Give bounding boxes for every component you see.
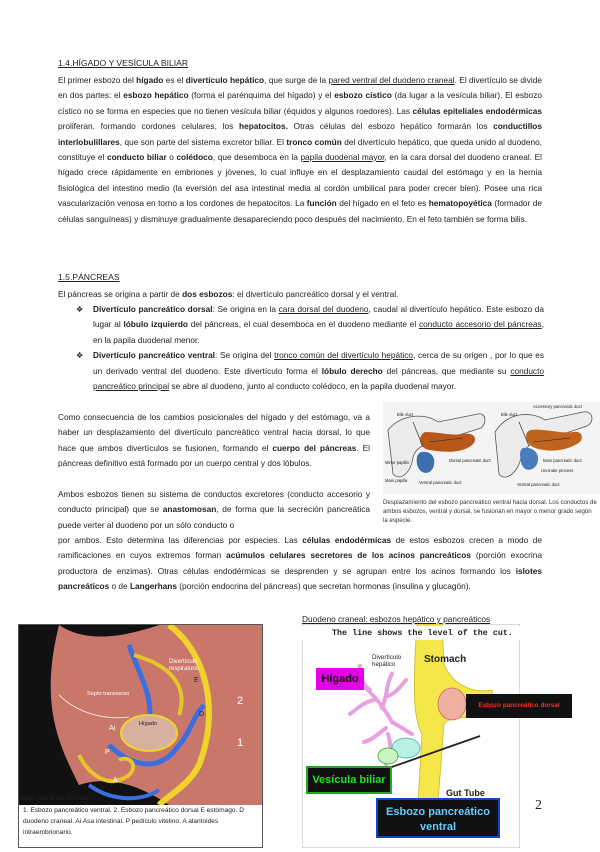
underlined-text: pared ventral del duodeno craneal: [328, 75, 455, 85]
underlined-text: conducto pancreático principal: [93, 365, 545, 392]
pancreas-paragraph-c: [58, 533, 542, 595]
text-run: (da lugar a la vesícula biliar). El esbozo cístico no se forma en especies que no tienen vesícula biliar (équidos y algunos roedores). Las: [58, 90, 542, 116]
fig3-banner: The line shows the level of the cut.: [332, 628, 513, 638]
text-run: , en la cara dorsal del duodeno craneal. El hígado crece rápidamente en embriones y jóvenes, lo cual influye en el desplazamiento caudal del estómago y en la hernia fisiológica del intestino medio (la eversión del asa intestinal media al cordón umbilical para poder crecer bien). Posee una rica vascularización venosa en torno a los cordones de hepatocitos. La: [58, 152, 542, 209]
fig1-label: Uncinate process: [541, 468, 574, 473]
bold-text: esbozo hepático: [123, 90, 189, 101]
fig1-label: Bile duct: [501, 412, 518, 417]
fig3-title: Duodeno craneal: esbozos hepático y pancreáticos: [302, 614, 491, 624]
bold-text: hígado: [136, 75, 164, 85]
fig3-label-diverticulo: Divertículo hepático: [372, 654, 414, 668]
fig2-caption-title: Corte sagital del embrión.: [21, 796, 90, 802]
fig1-label: Ventral pancreatic duct: [517, 482, 560, 487]
text-run: o: [166, 152, 177, 163]
fig2-caption-body: 1. Esbozo pancreático ventral. 2. Esbozo pancreático dorsal E estómago. D duodeno craneal. Ai Asa intestinal. P pedículo vitelino. A alantoides intraembrionario.: [23, 807, 245, 836]
text-run: , en la papila duodenal menor.: [93, 319, 545, 345]
fig2-label-p: P: [105, 749, 110, 756]
text-run: es el: [163, 75, 186, 85]
figure1-caption: Desplazamiento del esbozo pancreático ventral hacia dorsal. Los conductos de ambos esbozos, ventral y dorsal, se fusionan en mayor o menor grado según la especie.: [383, 499, 597, 524]
text-run: . El páncreas definitivo está formado por un cuerpo central y dos lóbulos.: [58, 442, 370, 469]
bold-text: anastomosan: [162, 504, 217, 515]
text-run: , cerca de su origen , por lo que es un derivado ventral del duodeno. Este divertículo forma el: [93, 350, 545, 376]
bold-text: cuerpo del páncreas: [272, 442, 357, 453]
text-run: , que son parte del sistema excretor biliar. El: [119, 136, 287, 147]
bold-text: Divertículo pancreático dorsal: [93, 304, 213, 314]
text-run: : Se origina del: [215, 350, 275, 361]
fig1-label: Accessory pancreatic duct: [533, 404, 582, 409]
list-item: [76, 302, 544, 348]
bold-text: islotes pancreáticos: [58, 565, 542, 592]
fig3-label-stomach: Stomach: [424, 654, 467, 665]
bold-text: lóbulo izquierdo: [123, 319, 188, 330]
duodeno-craneal-figure: [302, 614, 560, 848]
text-run: Ambos esbozos tienen su sistema de conductos excretores (conducto accesorio y conducto principal) que se: [58, 489, 370, 515]
bold-text: esbozo cístico: [334, 90, 392, 101]
bold-text: colédoco: [176, 152, 213, 163]
diamond-bullet-icon: ❖: [76, 351, 84, 361]
bold-text: conducto biliar: [106, 152, 167, 163]
text-run: El páncreas se origina a partir de: [58, 289, 183, 299]
text-run: del páncreas, el cual desemboca en el duodeno mediante el: [187, 319, 420, 330]
bold-text: Divertículo pancreático ventral: [93, 350, 215, 361]
text-run: por ambos. Esto determina las diferencias por especies. Las: [58, 535, 303, 545]
text-run: se abre al duodeno, junto al conducto colédoco, en la papila duodenal mayor.: [169, 381, 457, 392]
pancreas-bullet-list: [76, 302, 544, 394]
text-run: del hígado en el feto es: [336, 198, 429, 209]
fig3-label-vesicula: Vesícula biliar: [306, 766, 392, 794]
list-item: [76, 348, 544, 394]
fig2-label-d: D: [199, 711, 205, 718]
bold-text: hematopoyética: [428, 198, 492, 209]
fig3-label-higado: Hígado: [316, 668, 364, 690]
bold-text: tronco común: [286, 136, 342, 147]
text-run: Otras células del esbozo hepático formarán los: [287, 121, 494, 132]
underlined-text: cara dorsal del duodeno: [278, 304, 369, 314]
fig2-label-e: E: [194, 677, 199, 684]
underlined-text: papila duodenal mayor: [300, 152, 385, 163]
bold-text: células endodérmicas: [302, 535, 392, 545]
bold-text: divertículo hepático: [185, 75, 265, 85]
text-run: : Se origina en la: [212, 304, 279, 314]
diamond-bullet-icon: ❖: [76, 305, 84, 314]
pancreas-paragraph-b: [58, 487, 370, 533]
section-heading-liver: 1.4.HÍGADO Y VESÍCULA BILIAR: [58, 58, 189, 68]
pancreas-paragraph-a: [58, 410, 370, 472]
fig2-label-diverticulo: Divertículo respiratorio: [169, 659, 200, 672]
bullet-text-ventral: [93, 350, 544, 391]
bold-text: hepatocitos.: [239, 121, 288, 132]
text-run: : el divertículo pancreático dorsal y el ventral.: [232, 289, 399, 299]
underlined-text: tronco común del divertículo hepático: [274, 350, 413, 361]
bold-text: lóbulo derecho: [321, 365, 383, 376]
text-run: del divertículo hepático, que queda unido al duodeno, constituye el: [58, 136, 543, 163]
fig1-label: Main pancreatic duct: [543, 458, 582, 463]
section-heading-pancreas: 1.5.PÁNCREAS: [58, 272, 120, 282]
fig3-label-gut-tube: Gut Tube: [446, 788, 485, 798]
bold-text: dos esbozos: [182, 289, 233, 299]
fig2-label-1: 1: [237, 737, 244, 749]
fig2-label-a: A: [113, 777, 118, 784]
bold-text: conductillos interlobulillares: [58, 121, 542, 147]
text-run: (forma el parénquima del hígado) y el: [188, 90, 335, 101]
text-run: El primer esbozo del: [58, 75, 137, 85]
fig2-label-2: 2: [237, 695, 244, 707]
text-run: , que desemboca en la: [212, 152, 301, 163]
bold-text: células epiteliales endodérmicas: [412, 105, 543, 116]
fig3-label-dorsal: Esbozo pancreático dorsal: [466, 694, 572, 718]
pancreas-intro: [58, 287, 542, 302]
text-run: Como consecuencia de los cambios posicionales del hígado y del estómago, va a haber un desplazamiento del divertículo pancreático ventral hacia dorsal, lo que hace que ambos divertículos se fusionen, formando el: [58, 412, 370, 453]
pancreatic-ducts-illustration: [383, 402, 600, 494]
text-run: , caudal al divertículo hepático. Este esbozo da lugar al: [93, 304, 545, 330]
text-run: (porción exocrina productora de enzimas). Otras células endodérmicas se desprenden y se agrupan entre los acinos formando los: [58, 550, 543, 576]
bold-text: acúmulos celulares secretores de los acinos pancreáticos: [226, 550, 471, 561]
fig1-label: Minor papilla: [385, 460, 409, 465]
liver-paragraph: [58, 73, 542, 227]
bullet-text-dorsal: [93, 304, 544, 345]
fig1-label: Dorsal pancreatic duct: [449, 458, 491, 463]
fig1-label: Bile duct: [397, 412, 414, 417]
fig1-label: Ventral pancreatic duct: [419, 480, 462, 485]
text-run: o de: [109, 581, 130, 592]
embryo-sagittal-figure: [18, 624, 263, 848]
text-run: de estos esbozos crecen a modo de ramificaciones en cuyos extremos forman: [58, 535, 542, 561]
text-run: , de forma que la secreción pancreática puede verter al duodeno por un sólo conducto o: [58, 504, 370, 530]
text-run: (formador de células sanguíneas) y disminuye gradualmente desapareciendo poco después del nacimiento. En el feto también se forma bilis.: [58, 198, 543, 224]
bold-text: Langerhans: [129, 581, 177, 592]
text-run: (porción endocrina del páncreas) que secretan hormonas (insulina y glucagón).: [176, 581, 471, 592]
fig3-label-ventral: Esbozo pancreático ventral: [376, 798, 500, 838]
text-run: del páncreas, que mediante su: [382, 365, 511, 376]
fig1-label: Main papilla: [385, 478, 408, 483]
fig2-label-septo: Septo transverso: [87, 691, 130, 697]
bold-text: función: [306, 198, 337, 209]
fig2-label-higado: Hígado: [139, 721, 158, 727]
underlined-text: conducto accesorio del páncreas: [419, 319, 542, 330]
page-number: 2: [535, 798, 542, 813]
pancreatic-ducts-figure: [383, 402, 600, 494]
text-run: , que surge de la: [264, 75, 329, 85]
text-run: . El divertículo se divide en dos partes: el: [58, 75, 542, 101]
text-run: proliferan, formando cordones celulares, los: [58, 121, 240, 132]
fig2-label-ai: Ai: [109, 725, 116, 732]
